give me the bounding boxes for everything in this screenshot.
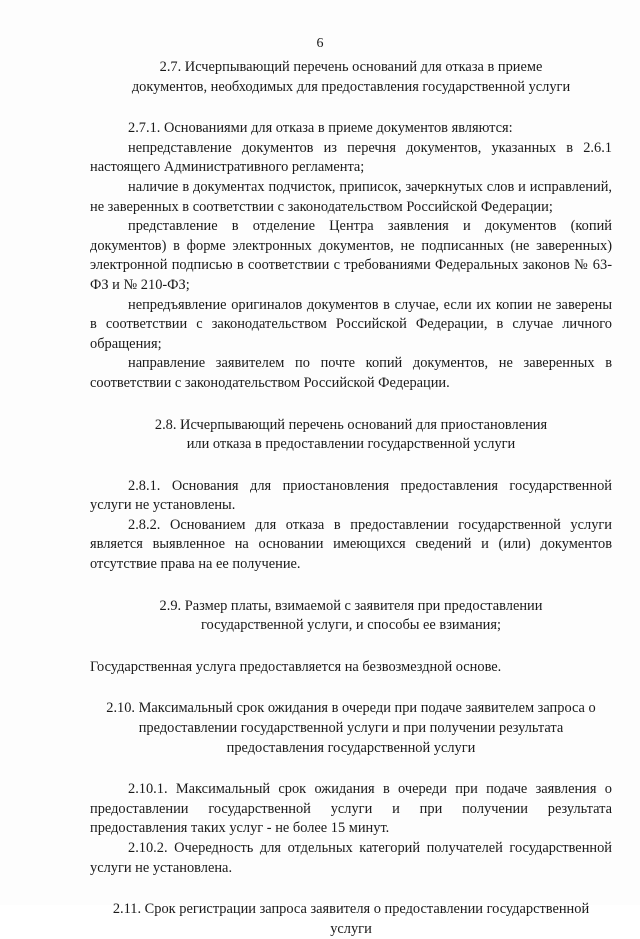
list-item: направление заявителем по почте копий документов, не заверенных в соответствии с законодательством Российской Федерации.: [90, 355, 612, 391]
heading-line: или отказа в предоставлении государственной услуги: [186, 436, 516, 453]
document-body: [90, 58, 612, 939]
section-heading-2-9: [90, 597, 612, 636]
paragraph-2-10-2: 2.10.2. Очередность для отдельных категорий получателей государственной услуги не установлена.: [90, 840, 612, 876]
heading-line: 2.10. Максимальный срок ожидания в очереди при подаче заявителем запроса о: [106, 700, 596, 717]
heading-line: 2.8. Исчерпывающий перечень оснований для приостановления: [154, 416, 548, 433]
paragraph-2-10-1: 2.10.1. Максимальный срок ожидания в очереди при подаче заявления о предоставлении государственной услуги и при получении результата предоставления таких услуг - не более 15 минут.: [90, 781, 612, 837]
section-heading-2-7: [90, 58, 612, 97]
heading-line: 2.11. Срок регистрации запроса заявителя о предоставлении государственной: [112, 901, 590, 918]
heading-line: услуги: [330, 920, 372, 937]
section-heading-2-11: [90, 900, 612, 939]
page-number: 6: [316, 36, 324, 51]
list-item: непредъявление оригиналов документов в случае, если их копии не заверены в соответствии с законодательством Российской Федерации, в случае личного обращения;: [90, 296, 612, 352]
heading-line: государственной услуги, и способы ее взимания;: [201, 617, 501, 634]
paragraph-2-7-1: 2.7.1. Основаниями для отказа в приеме документов являются:: [128, 120, 513, 137]
heading-line: 2.7. Исчерпывающий перечень оснований для отказа в приеме: [159, 59, 543, 75]
paragraph-2-8-1: 2.8.1. Основания для приостановления предоставления государственной услуги не установлены.: [90, 477, 612, 514]
list-item: представление в отделение Центра заявления и документов (копий документов) в форме электронных документов, не подписанных (не заверенных) электронной подписью в соответствии с требованиями Федеральных законов № 63-ФЗ и № 210-ФЗ;: [90, 218, 612, 293]
section-heading-2-10: [90, 699, 612, 758]
heading-line: 2.9. Размер платы, взимаемой с заявителя при предоставлении: [159, 597, 543, 614]
heading-line: предоставления государственной услуги: [226, 739, 476, 756]
paragraph-2-9: Государственная услуга предоставляется на безвозмездной основе.: [90, 658, 502, 675]
section-heading-2-8: [90, 416, 612, 455]
heading-line: предоставлении государственной услуги и при получении результата: [138, 720, 564, 737]
heading-line: документов, необходимых для предоставления государственной услуги: [131, 78, 571, 95]
paragraph-2-8-2: 2.8.2. Основанием для отказа в предоставлении государственной услуги является выявленное на основании имеющихся сведений и (или) документов отсутствие права на ее получение.: [90, 516, 612, 573]
list-item: непредставление документов из перечня документов, указанных в 2.6.1 настоящего Административного регламента;: [90, 139, 612, 176]
list-item: наличие в документах подчисток, приписок, зачеркнутых слов и исправлений, не заверенных в соответствии с законодательством Российской Федерации;: [90, 178, 612, 215]
